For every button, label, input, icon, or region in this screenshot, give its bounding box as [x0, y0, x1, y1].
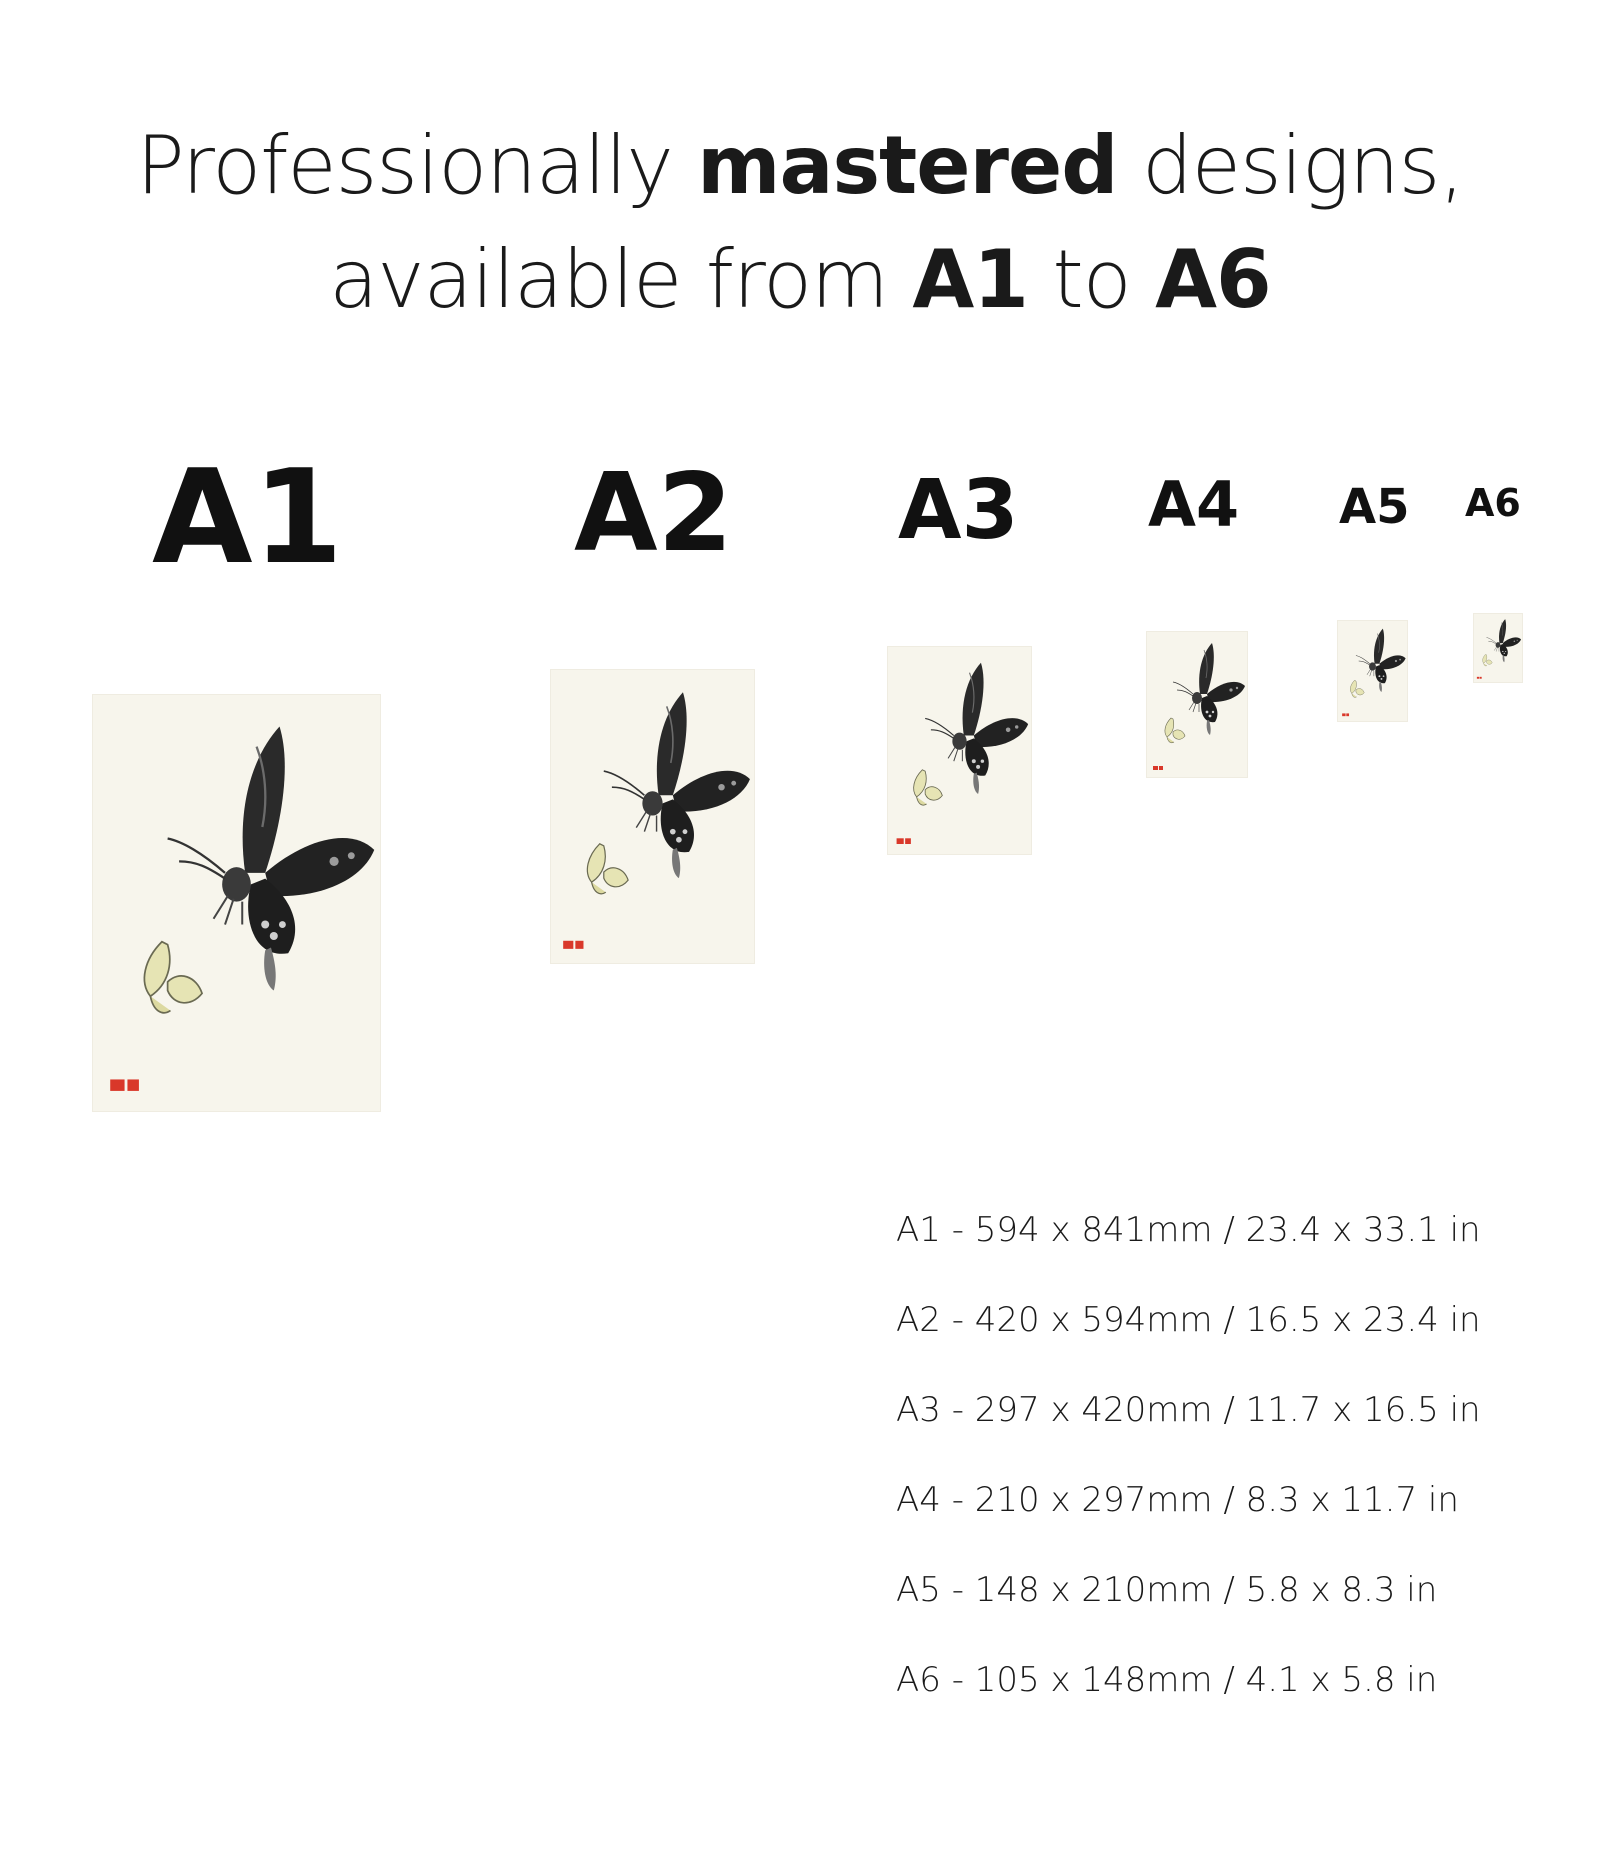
headline-emphasis: mastered — [697, 119, 1118, 212]
print-preview-a4 — [1147, 632, 1247, 777]
size-spec-a6: A6 - 105 x 148mm / 4.1 x 5.8 in — [896, 1660, 1438, 1700]
headline-emphasis: A6 — [1155, 233, 1271, 326]
size-label-a4: A4 — [1148, 468, 1240, 541]
size-label-a3: A3 — [898, 463, 1019, 558]
size-spec-a3: A3 - 297 x 420mm / 11.7 x 16.5 in — [896, 1390, 1481, 1430]
headline-text: available from — [329, 233, 913, 326]
print-preview-a1 — [93, 695, 380, 1111]
size-label-a2: A2 — [574, 451, 733, 576]
print-preview-a3 — [888, 647, 1031, 854]
print-preview-a5 — [1338, 621, 1407, 721]
headline-text: designs, — [1117, 119, 1464, 212]
print-preview-a6 — [1474, 614, 1522, 682]
headline-line-1 — [0, 119, 1600, 212]
print-preview-a2 — [551, 670, 754, 963]
headline-emphasis: A1 — [912, 233, 1028, 326]
size-label-a6: A6 — [1465, 481, 1521, 525]
size-label-a5: A5 — [1339, 479, 1410, 535]
size-spec-a2: A2 - 420 x 594mm / 16.5 x 23.4 in — [896, 1300, 1481, 1340]
headline-text: to — [1027, 233, 1156, 326]
size-spec-a5: A5 - 148 x 210mm / 5.8 x 8.3 in — [896, 1570, 1438, 1610]
size-spec-a1: A1 - 594 x 841mm / 23.4 x 33.1 in — [896, 1210, 1481, 1250]
headline-text: Professionally — [136, 119, 698, 212]
size-spec-a4: A4 - 210 x 297mm / 8.3 x 11.7 in — [896, 1480, 1459, 1520]
size-label-a1: A1 — [152, 441, 344, 593]
headline-line-2 — [0, 233, 1600, 326]
